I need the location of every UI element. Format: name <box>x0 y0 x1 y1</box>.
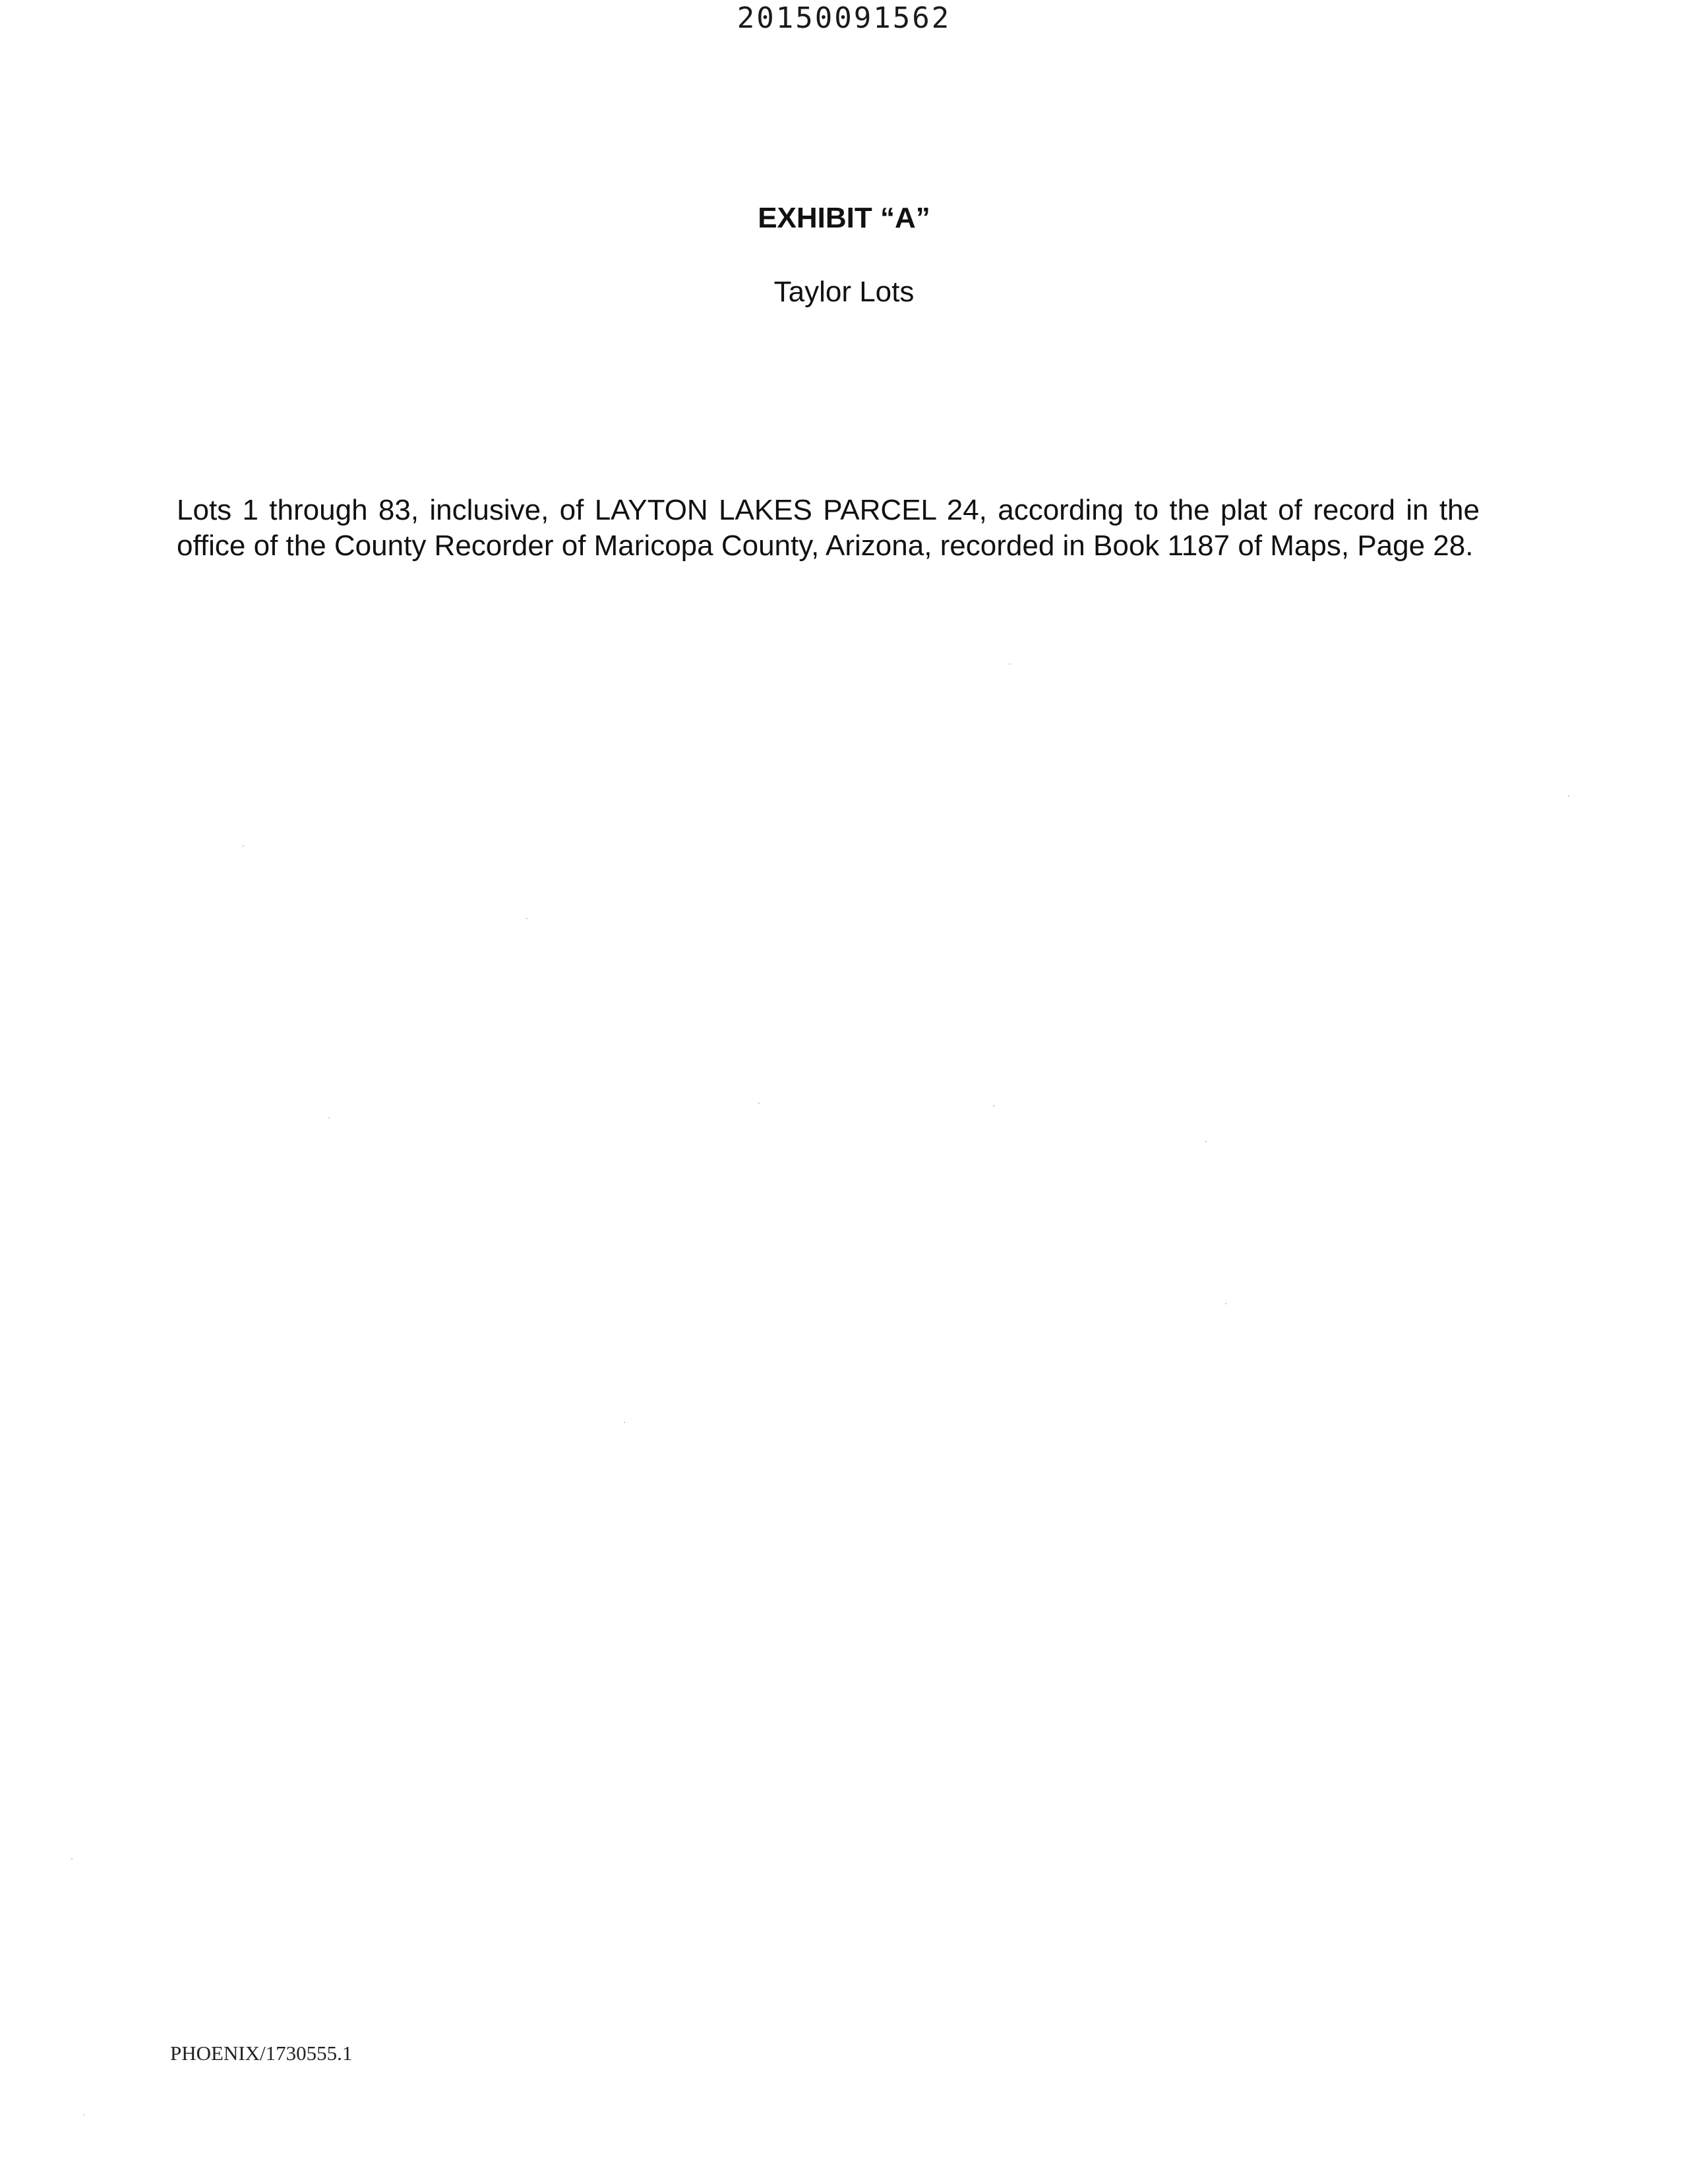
scan-speck <box>1225 1303 1226 1304</box>
scan-speck <box>83 2114 84 2115</box>
scan-speck <box>1568 795 1569 797</box>
scan-speck <box>1009 663 1010 665</box>
scan-speck <box>758 1103 760 1104</box>
scan-speck <box>328 1117 330 1118</box>
recording-number: 20150091562 <box>737 1 951 35</box>
exhibit-title: EXHIBIT “A” <box>758 202 930 234</box>
exhibit-subtitle: Taylor Lots <box>773 276 915 308</box>
scan-speck <box>1205 1141 1207 1142</box>
footer-document-reference: PHOENIX/1730555.1 <box>170 2042 353 2065</box>
legal-description-paragraph: Lots 1 through 83, inclusive, of LAYTON LAKES PARCEL 24, according to the plat of record in the office of the County Recorder of Maricopa County, Arizona, recorded in Book 1187 of Maps, Page 28. <box>177 494 1480 562</box>
scan-speck <box>993 1105 994 1107</box>
scan-speck <box>624 1422 625 1423</box>
scan-speck <box>71 1858 73 1860</box>
scan-speck <box>526 918 528 919</box>
scan-speck <box>243 845 244 847</box>
